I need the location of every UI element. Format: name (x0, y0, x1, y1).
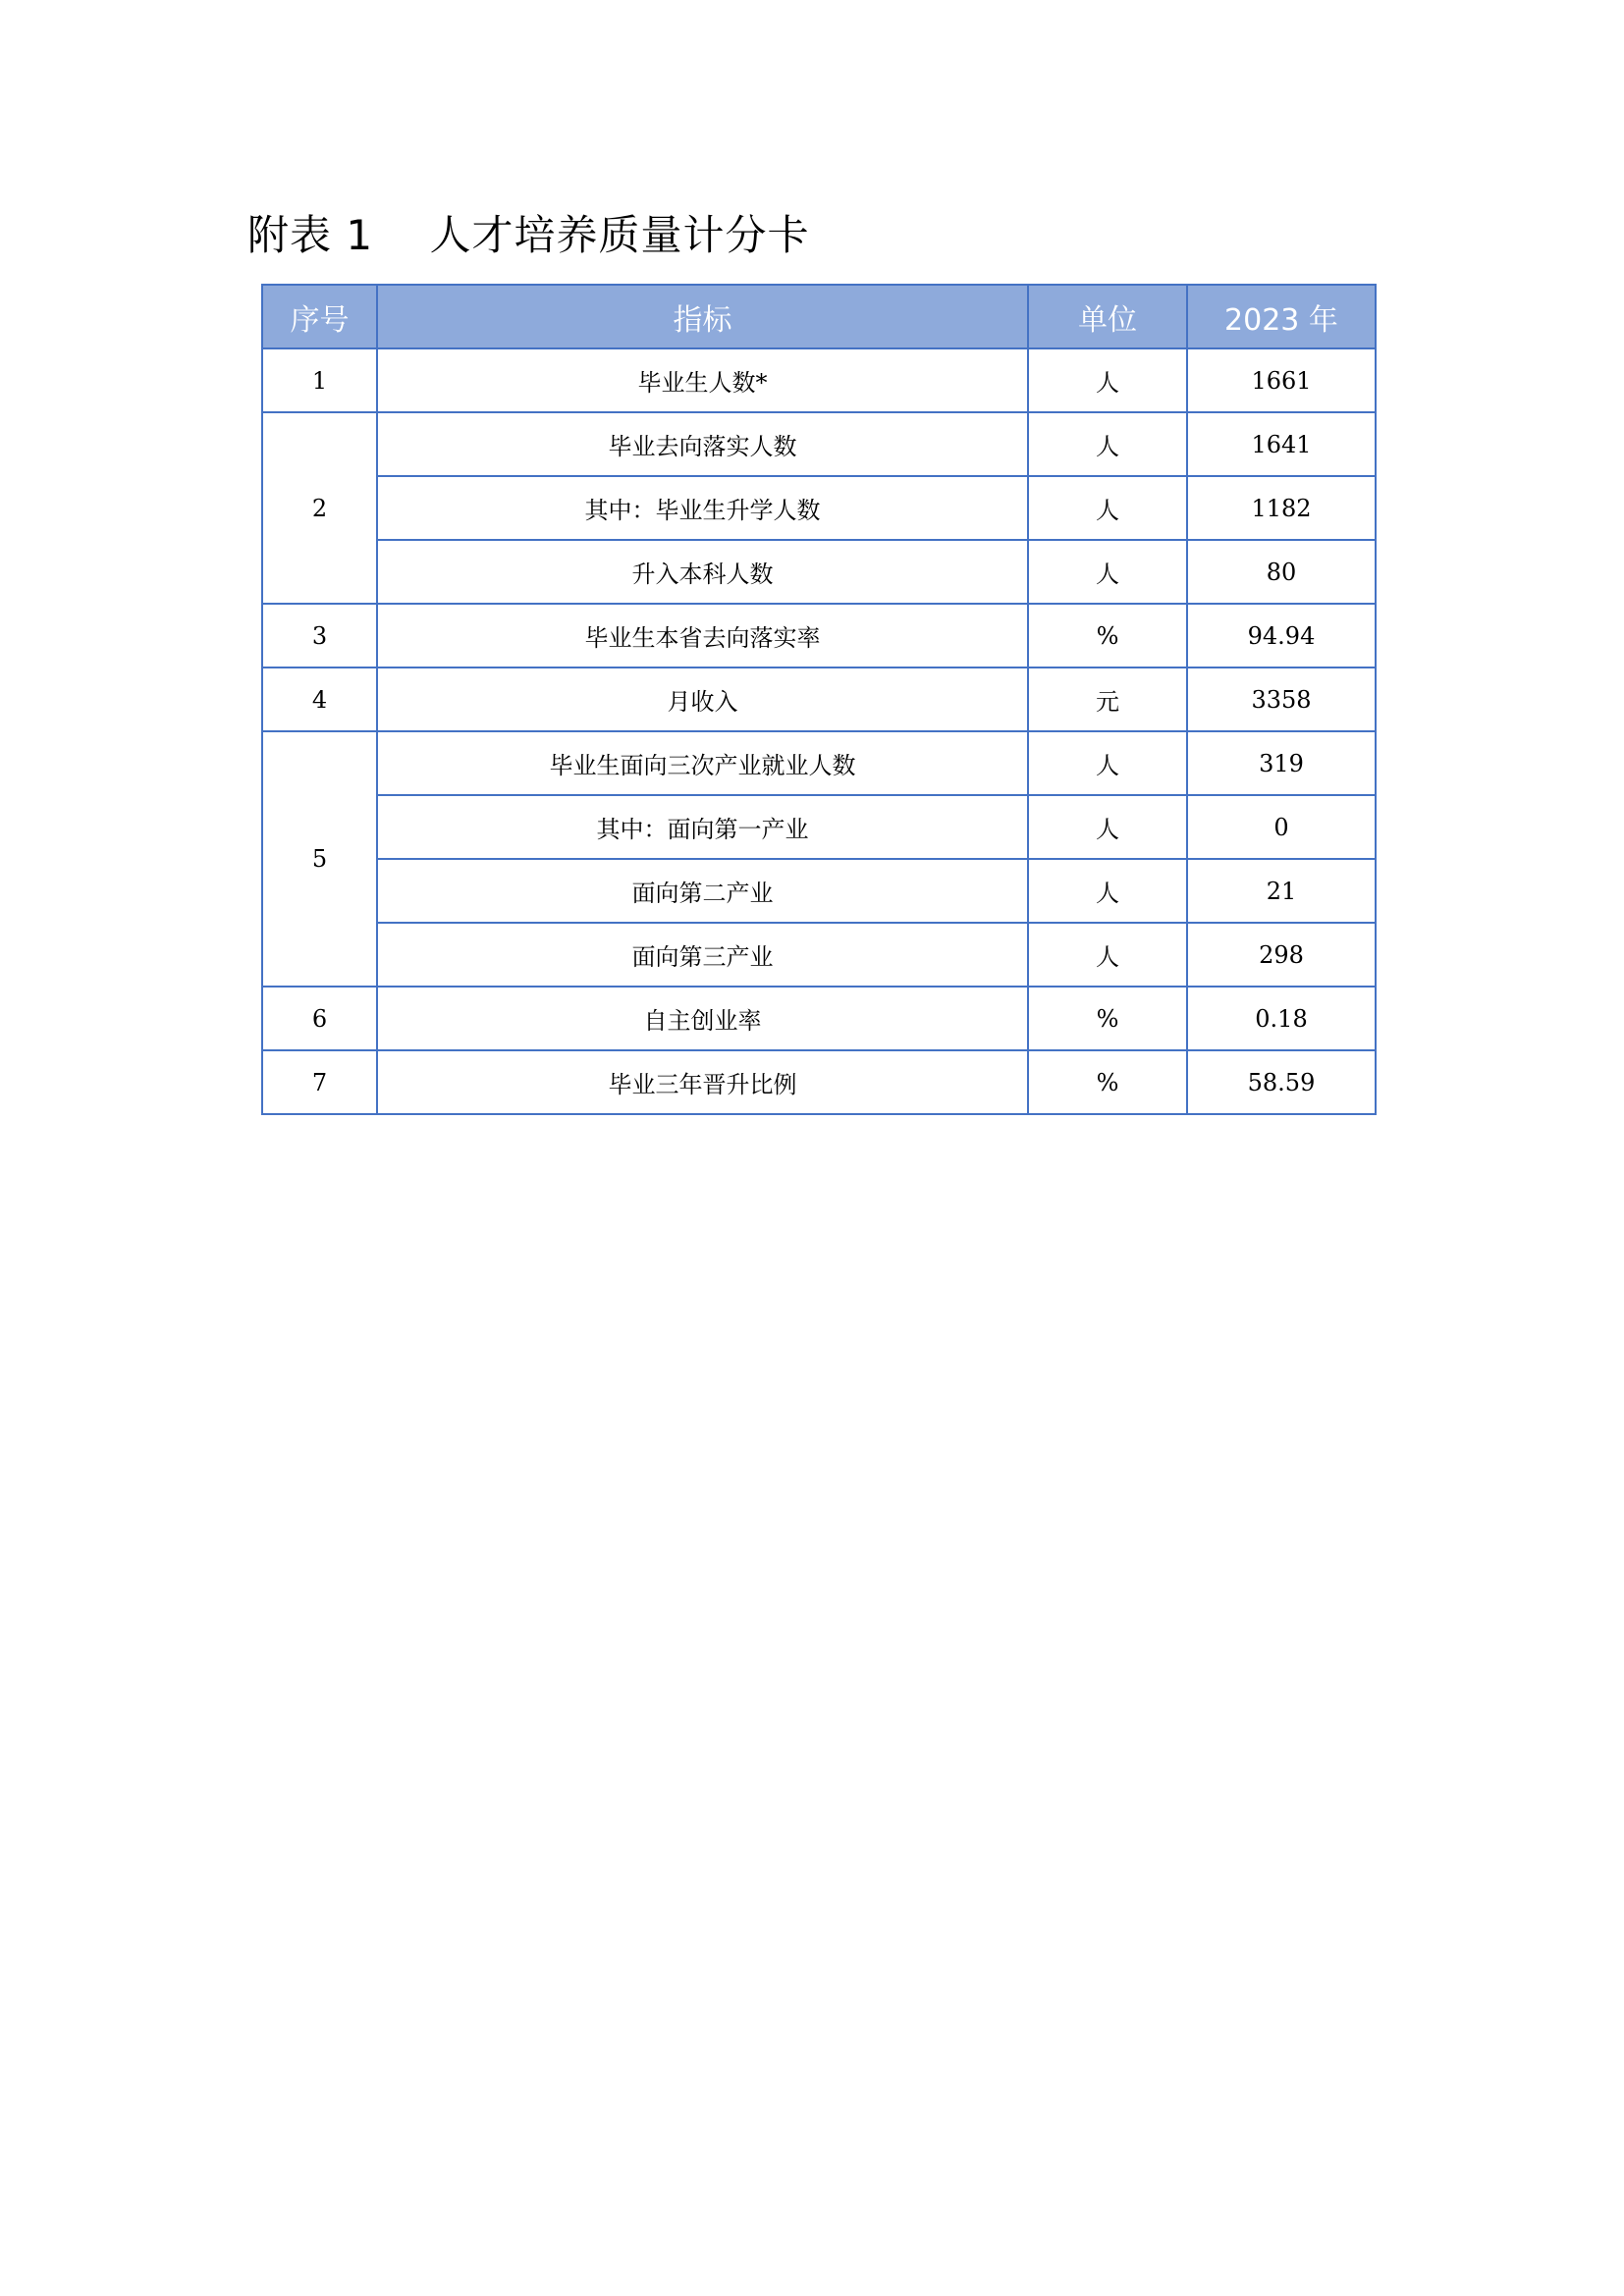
unit-cell: % (1028, 987, 1187, 1050)
indicator-cell: 其中：面向第一产业 (377, 795, 1028, 859)
value-cell: 21 (1187, 859, 1376, 923)
value-cell: 1641 (1187, 412, 1376, 476)
seq-cell: 1 (262, 348, 377, 412)
value-cell: 298 (1187, 923, 1376, 987)
table-row (262, 987, 1376, 1050)
scorecard-table (261, 284, 1377, 1115)
value-cell: 0 (1187, 795, 1376, 859)
value-cell: 0.18 (1187, 987, 1376, 1050)
table-row (262, 859, 1376, 923)
table-row (262, 476, 1376, 540)
indicator-cell: 毕业生人数* (377, 348, 1028, 412)
table-row (262, 348, 1376, 412)
indicator-cell: 面向第三产业 (377, 923, 1028, 987)
unit-cell: % (1028, 604, 1187, 667)
value-cell: 80 (1187, 540, 1376, 604)
header-seq: 序号 (262, 285, 377, 348)
indicator-cell: 升入本科人数 (377, 540, 1028, 604)
table-row (262, 540, 1376, 604)
value-cell: 1182 (1187, 476, 1376, 540)
header-unit: 单位 (1028, 285, 1187, 348)
value-cell: 58.59 (1187, 1050, 1376, 1114)
unit-cell: 人 (1028, 795, 1187, 859)
unit-cell: 人 (1028, 348, 1187, 412)
indicator-cell: 毕业生面向三次产业就业人数 (377, 731, 1028, 795)
indicator-cell: 面向第二产业 (377, 859, 1028, 923)
unit-cell: 人 (1028, 923, 1187, 987)
seq-cell: 4 (262, 667, 377, 731)
unit-cell: 人 (1028, 859, 1187, 923)
unit-cell: 人 (1028, 540, 1187, 604)
value-cell: 319 (1187, 731, 1376, 795)
table-row (262, 412, 1376, 476)
table-row (262, 923, 1376, 987)
seq-cell: 6 (262, 987, 377, 1050)
value-cell: 3358 (1187, 667, 1376, 731)
unit-cell: 元 (1028, 667, 1187, 731)
seq-cell: 5 (262, 731, 377, 987)
header-indicator: 指标 (377, 285, 1028, 348)
seq-cell: 3 (262, 604, 377, 667)
indicator-cell: 毕业三年晋升比例 (377, 1050, 1028, 1114)
unit-cell: 人 (1028, 412, 1187, 476)
indicator-cell: 毕业去向落实人数 (377, 412, 1028, 476)
table-row (262, 667, 1376, 731)
value-cell: 94.94 (1187, 604, 1376, 667)
indicator-cell: 其中：毕业生升学人数 (377, 476, 1028, 540)
table-row (262, 731, 1376, 795)
table-row (262, 1050, 1376, 1114)
indicator-cell: 毕业生本省去向落实率 (377, 604, 1028, 667)
seq-cell: 7 (262, 1050, 377, 1114)
indicator-cell: 自主创业率 (377, 987, 1028, 1050)
table-header-row (262, 285, 1376, 348)
unit-cell: 人 (1028, 731, 1187, 795)
seq-cell: 2 (262, 412, 377, 604)
table-row (262, 795, 1376, 859)
indicator-cell: 月收入 (377, 667, 1028, 731)
unit-cell: 人 (1028, 476, 1187, 540)
value-cell: 1661 (1187, 348, 1376, 412)
table-row (262, 604, 1376, 667)
header-value: 2023 年 (1187, 285, 1376, 348)
unit-cell: % (1028, 1050, 1187, 1114)
page-title: 附表 1 人才培养质量计分卡 (247, 211, 810, 259)
